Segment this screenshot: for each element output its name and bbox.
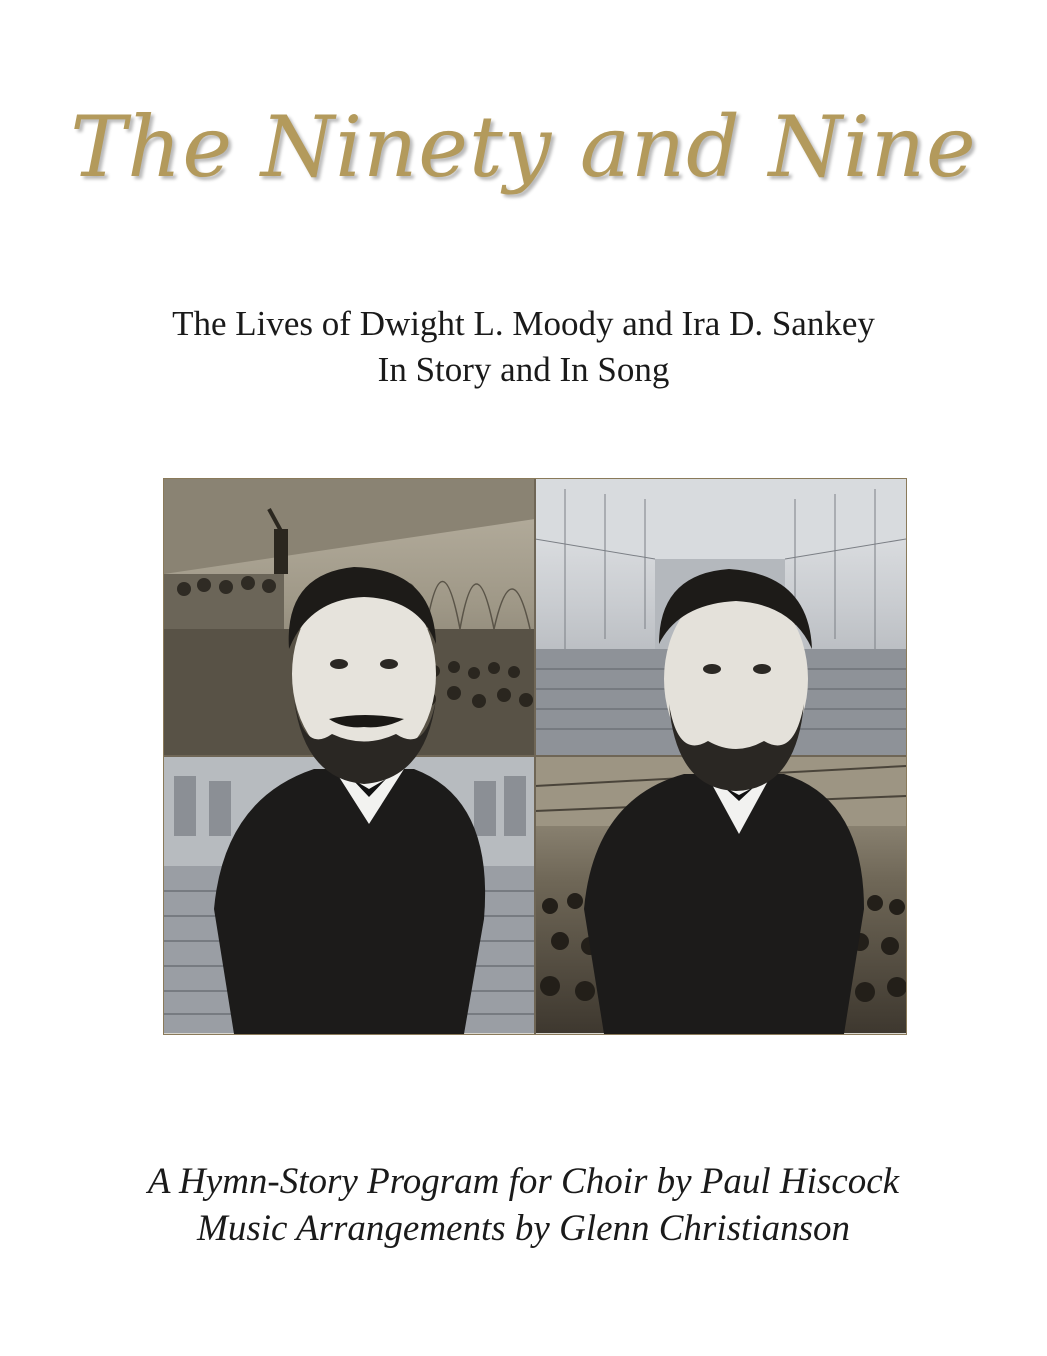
credit-line-2: Music Arrangements by Glenn Christianson	[197, 1208, 850, 1249]
subtitle-line-1: The Lives of Dwight L. Moody and Ira D. Sankey	[172, 304, 875, 343]
credit-line-1: A Hymn-Story Program for Choir by Paul Hiscock	[147, 1161, 900, 1202]
cover-title: The Ninety and Nine	[70, 98, 977, 196]
portraits-overlay	[164, 479, 906, 1034]
cover-artwork	[163, 478, 907, 1035]
portrait-right	[584, 569, 864, 1034]
subtitle-line-2: In Story and In Song	[377, 350, 670, 389]
portrait-left	[214, 567, 485, 1034]
